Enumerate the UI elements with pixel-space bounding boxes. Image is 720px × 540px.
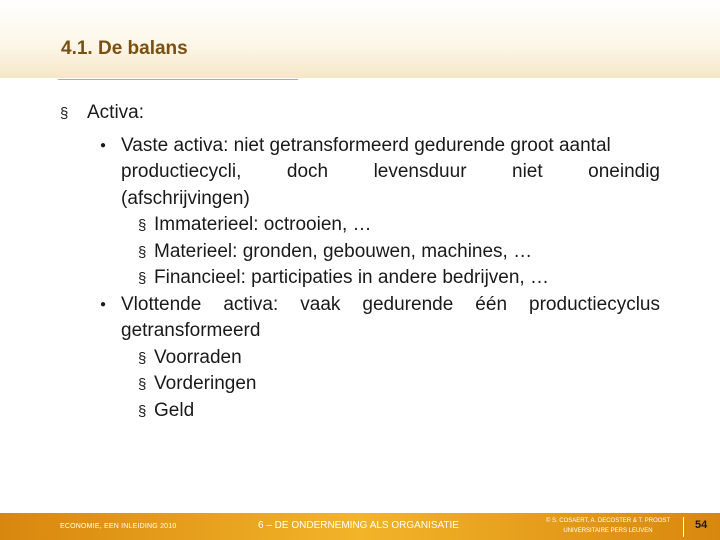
vaste-activa-line-1: Vaste activa: niet getransformeerd gedurende groot aantal (121, 134, 611, 156)
sub-bullet-text: Vorderingen (154, 373, 257, 394)
page-number: 54 (695, 519, 708, 531)
sub-bullet-immaterieel (60, 212, 660, 239)
square-bullet-icon: § (60, 105, 69, 122)
round-bullet-icon: ● (100, 139, 107, 151)
vaste-activa-line-3: (afschrijvingen) (121, 187, 250, 209)
sub-bullet-text: Voorraden (154, 346, 242, 368)
square-bullet-icon: § (138, 376, 147, 393)
vlottende-activa-line-2: getransformeerd (121, 320, 261, 341)
slide-title: 4.1. De balans (61, 38, 188, 59)
footer-course: ECONOMIE, EEN INLEIDING 2010 (60, 523, 177, 530)
sub-bullet-geld (60, 398, 660, 425)
footer-divider (683, 517, 684, 537)
square-bullet-icon: § (138, 270, 147, 287)
footer-chapter: 6 – DE ONDERNEMING ALS ORGANISATIE (258, 520, 459, 531)
sub-bullet-text: Materieel: gronden, gebouwen, machines, … (154, 240, 533, 262)
bullet-vaste-activa (60, 133, 660, 213)
square-bullet-icon: § (138, 243, 147, 261)
vlottende-activa-line-1: Vlottende activa: vaak gedurende één productiecyclus (121, 293, 660, 315)
title-divider (58, 79, 298, 80)
sub-bullet-voorraden (60, 345, 660, 372)
footer-copyright (538, 516, 678, 536)
sub-bullet-text: Immaterieel: octrooien, … (154, 214, 372, 235)
sub-bullet-text: Financieel: participaties in andere bedrijven, … (154, 267, 549, 288)
round-bullet-icon: ● (100, 298, 107, 310)
bullet-activa-text: Activa: (87, 102, 145, 123)
bullet-vlottende-activa (60, 292, 660, 345)
sub-bullet-text: Geld (154, 399, 195, 421)
sub-bullet-materieel (60, 239, 660, 266)
footer-publisher: UNIVERSITAIRE PERS LEUVEN (563, 528, 653, 534)
footer-authors: © S. COSAERT, A. DECOSTER & T. PROOST (545, 518, 671, 524)
square-bullet-icon: § (138, 217, 147, 234)
vaste-activa-line-2: productiecycli, doch levensduur niet oneindig (121, 161, 660, 182)
bullet-activa (60, 100, 660, 127)
sub-bullet-vorderingen (60, 371, 660, 398)
square-bullet-icon: § (138, 402, 147, 420)
footer-bar (0, 513, 720, 540)
sub-bullet-financieel (60, 265, 660, 292)
square-bullet-icon: § (138, 349, 147, 367)
bullet-list (60, 100, 660, 424)
